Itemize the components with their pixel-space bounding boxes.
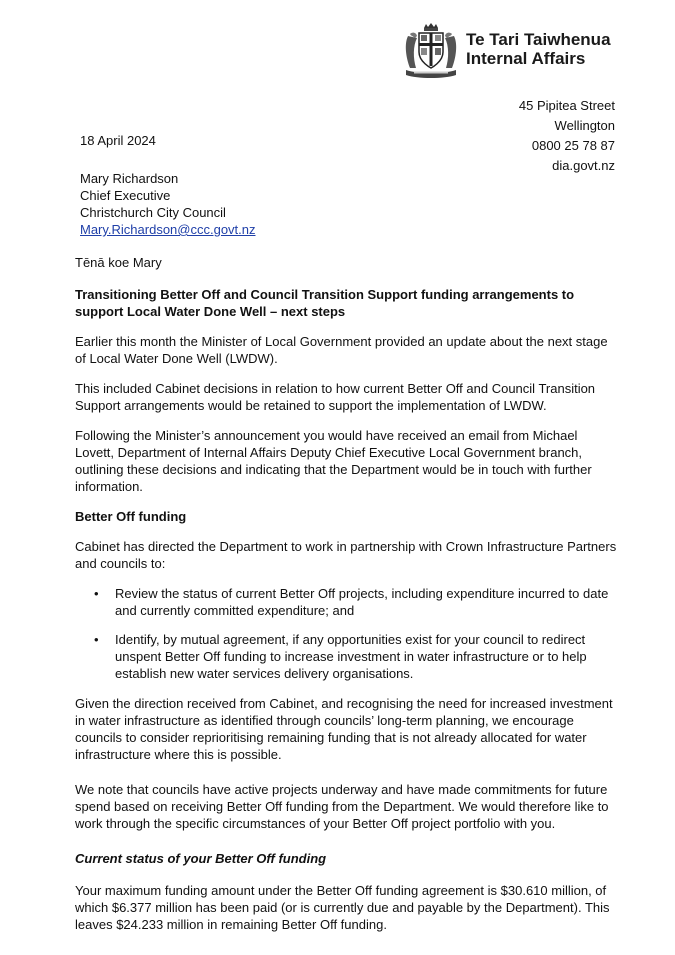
bullet-icon: • xyxy=(94,632,99,647)
bullet-text: Identify, by mutual agreement, if any opportunities exist for your council to redirect unspent Better Off funding to increase investment in water infrastructure or to help establish new water services delivery organisations. xyxy=(115,632,587,681)
address-phone: 0800 25 78 87 xyxy=(531,138,615,153)
org-name-english: Internal Affairs xyxy=(466,49,586,68)
recipient-name: Mary Richardson xyxy=(80,171,179,186)
list-item xyxy=(75,585,620,619)
subject-line: Transitioning Better Off and Council Transition Support funding arrangements to support Local Water Done Well – next steps xyxy=(75,287,575,319)
paragraph-2: This included Cabinet decisions in relation to how current Better Off and Council Transition Support arrangements would be retained to support the implementation of LWDW. xyxy=(75,381,596,413)
coat-of-arms-icon xyxy=(400,22,462,80)
section-heading-better-off: Better Off funding xyxy=(75,509,187,524)
paragraph-6: We note that councils have active projects underway and have made commitments for future spend based on receiving Better Off funding from the Department. We would therefore like to work through the specific circumstances of your Better Off project portfolio with you. xyxy=(75,782,609,831)
bullet-icon: • xyxy=(94,586,99,601)
salutation: Tēnā koe Mary xyxy=(75,255,162,270)
org-logo xyxy=(400,22,660,82)
sender-address xyxy=(519,96,615,176)
letter-date: 18 April 2024 xyxy=(80,133,156,148)
paragraph-1: Earlier this month the Minister of Local Government provided an update about the next stage of Local Water Done Well (LWDW). xyxy=(75,334,608,366)
paragraph-5: Given the direction received from Cabinet, and recognising the need for increased investment in water infrastructure as identified through councils’ long-term planning, we encourage councils to consider reprioritising remaining funding that is not already allocated for water infrastructure where this is possible. xyxy=(75,696,613,762)
recipient-block xyxy=(80,170,256,238)
letter-body xyxy=(75,254,620,946)
paragraph-7: Your maximum funding amount under the Better Off funding agreement is $30.610 million, of which $6.377 million has been paid (or is currently due and payable by the Department). This leaves $24.233 million in remaining Better Off funding. xyxy=(75,883,610,932)
paragraph-3: Following the Minister’s announcement you would have received an email from Michael Lovett, Department of Internal Affairs Deputy Chief Executive Local Government branch, outlining these decisions and indicating that the Department would be in touch with further information. xyxy=(75,428,592,494)
bullet-text: Review the status of current Better Off projects, including expenditure incurred to date and currently committed expenditure; and xyxy=(115,586,609,618)
recipient-title: Chief Executive xyxy=(80,188,171,203)
org-name-maori: Te Tari Taiwhenua xyxy=(466,30,611,49)
address-city: Wellington xyxy=(554,118,615,133)
address-website: dia.govt.nz xyxy=(552,158,615,173)
section-heading-current-status: Current status of your Better Off funding xyxy=(75,851,327,866)
recipient-email-link[interactable]: Mary.Richardson@ccc.govt.nz xyxy=(80,222,256,237)
address-street: 45 Pipitea Street xyxy=(518,98,615,113)
list-item xyxy=(75,631,620,682)
paragraph-4: Cabinet has directed the Department to work in partnership with Crown Infrastructure Partners and councils to: xyxy=(75,539,617,571)
bullet-list xyxy=(75,585,620,682)
recipient-organisation: Christchurch City Council xyxy=(80,205,226,220)
